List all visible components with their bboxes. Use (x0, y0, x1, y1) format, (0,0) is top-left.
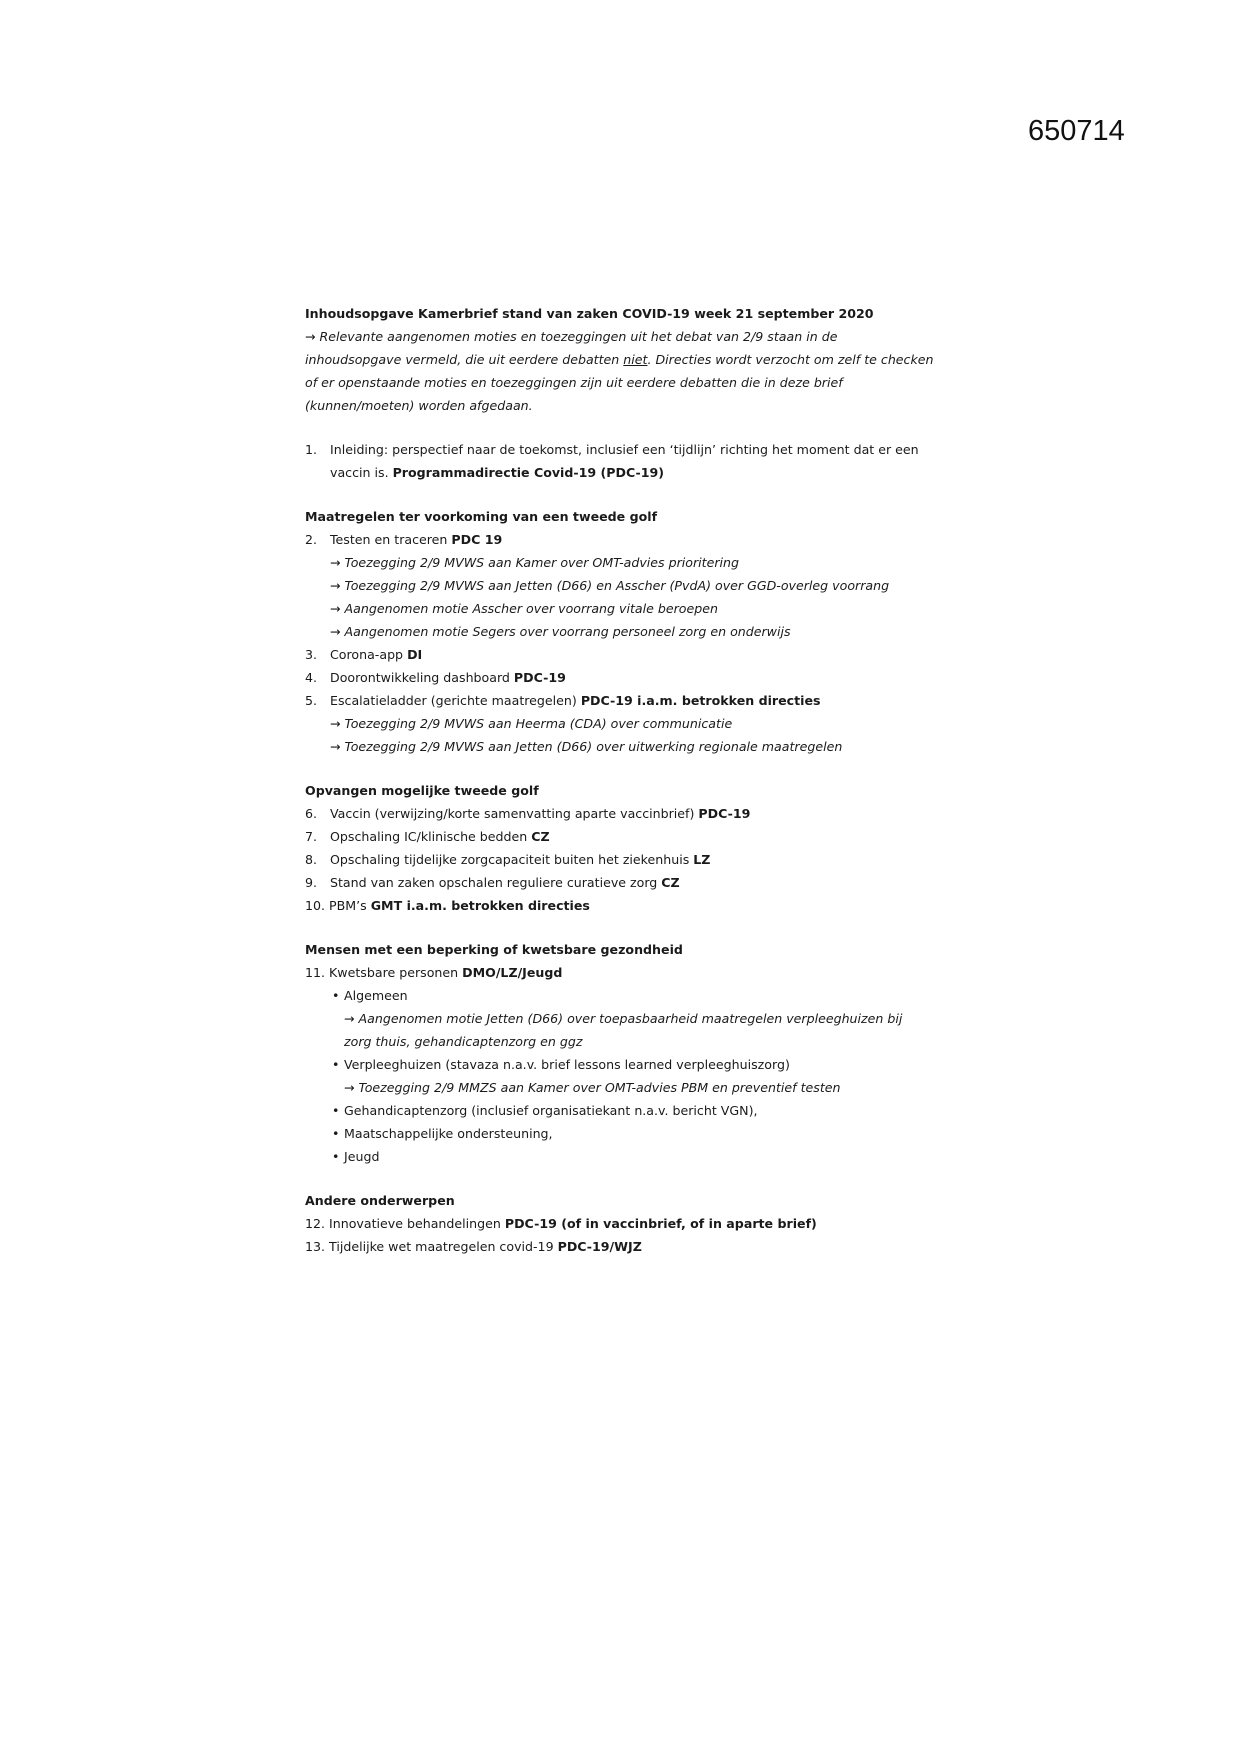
list-subitem: → Toezegging 2/9 MVWS aan Jetten (D66) en Asscher (PvdA) over GGD-overleg voorrang (330, 578, 890, 593)
item-number: 6. (305, 806, 318, 821)
item-text: Testen en traceren (330, 532, 452, 547)
bullet-item-maatschappelijk (305, 1122, 945, 1145)
item-owner: PDC-19/WJZ (557, 1239, 642, 1254)
item-text: Innovatieve behandelingen (329, 1216, 505, 1231)
item-text: Tijdelijke wet maatregelen covid-19 (329, 1239, 558, 1254)
item-number: 2. (305, 532, 318, 547)
item-number: 7. (305, 829, 318, 844)
bullet-text: Verpleeghuizen (stavaza n.a.v. brief lessons learned verpleeghuiszorg) (344, 1057, 790, 1072)
intro-line-2a: inhoudsopgave vermeld, die uit eerdere debatten (305, 352, 624, 367)
list-item-3 (305, 643, 945, 666)
list-item-12 (305, 1212, 945, 1235)
intro-line-2 (305, 348, 945, 371)
item-text: Vaccin (verwijzing/korte samenvatting aparte vaccinbrief) (330, 806, 699, 821)
bullet-text: Gehandicaptenzorg (inclusief organisatiekant n.a.v. bericht VGN), (344, 1103, 758, 1118)
section-heading-andere: Andere onderwerpen (305, 1193, 455, 1208)
section-heading-opvangen: Opvangen mogelijke tweede golf (305, 783, 539, 798)
list-item-10 (305, 894, 945, 917)
item-text: Escalatieladder (gerichte maatregelen) (330, 693, 581, 708)
intro-line-4: (kunnen/moeten) worden afgedaan. (305, 398, 533, 413)
item-text: Doorontwikkeling dashboard (330, 670, 514, 685)
list-item-13 (305, 1235, 945, 1258)
item-number: 3. (305, 647, 318, 662)
item-number: 1. (305, 442, 318, 457)
item-owner: PDC-19 (513, 670, 566, 685)
bullet-text: Maatschappelijke ondersteuning, (344, 1126, 553, 1141)
item-owner: PDC-19 (698, 806, 751, 821)
item-text: Stand van zaken opschalen reguliere curatieve zorg (330, 875, 662, 890)
bullet-subitem-cont: zorg thuis, gehandicaptenzorg en ggz (344, 1034, 583, 1049)
item-owner: LZ (693, 852, 711, 867)
item-owner: PDC-19 (of in vaccinbrief, of in aparte brief) (504, 1216, 817, 1231)
item-owner: DMO/LZ/Jeugd (462, 965, 563, 980)
item-number: 5. (305, 693, 318, 708)
intro-line-3: of er openstaande moties en toezeggingen zijn uit eerdere debatten die in deze brief (305, 375, 843, 390)
item-number: 11. (305, 965, 326, 980)
list-subitem: → Aangenomen motie Segers over voorrang personeel zorg en onderwijs (330, 624, 791, 639)
list-subitem: → Aangenomen motie Asscher over voorrang vitale beroepen (330, 601, 718, 616)
item-text: Opschaling IC/klinische bedden (330, 829, 532, 844)
document-body (305, 302, 945, 1258)
list-subitem: → Toezegging 2/9 MVWS aan Jetten (D66) over uitwerking regionale maatregelen (330, 739, 843, 754)
bullet-subitem: → Aangenomen motie Jetten (D66) over toepasbaarheid maatregelen verpleeghuizen bij (344, 1011, 903, 1026)
intro-line-2b: . Directies wordt verzocht om zelf te checken (647, 352, 934, 367)
bullet-subitem: → Toezegging 2/9 MMZS aan Kamer over OMT-advies PBM en preventief testen (344, 1080, 841, 1095)
list-item-11 (305, 961, 945, 984)
bullet-text: Jeugd (344, 1149, 380, 1164)
bullet-icon: • (332, 1126, 340, 1141)
list-item-8 (305, 848, 945, 871)
item-number: 13. (305, 1239, 326, 1254)
item-owner: CZ (661, 875, 680, 890)
list-item-1-cont (305, 461, 945, 484)
list-subitem: → Toezegging 2/9 MVWS aan Heerma (CDA) over communicatie (330, 716, 733, 731)
document-title: Inhoudsopgave Kamerbrief stand van zaken COVID-19 week 21 september 2020 (305, 306, 874, 321)
item-owner: DI (407, 647, 423, 662)
item-owner: Programmadirectie Covid-19 (PDC-19) (392, 465, 665, 480)
item-number: 8. (305, 852, 318, 867)
bullet-item-gehandicaptenzorg (305, 1099, 945, 1122)
list-item-7 (305, 825, 945, 848)
list-subitem: → Toezegging 2/9 MVWS aan Kamer over OMT-advies prioritering (330, 555, 739, 570)
list-item-4 (305, 666, 945, 689)
item-number: 4. (305, 670, 318, 685)
list-item-1 (305, 438, 945, 461)
item-owner: PDC-19 i.a.m. betrokken directies (580, 693, 821, 708)
bullet-icon: • (332, 1149, 340, 1164)
section-heading-mensen: Mensen met een beperking of kwetsbare gezondheid (305, 942, 683, 957)
item-number: 9. (305, 875, 318, 890)
bullet-icon: • (332, 1103, 340, 1118)
bullet-item-verpleeghuizen (305, 1053, 945, 1076)
intro-line-1: → Relevante aangenomen moties en toezeggingen uit het debat van 2/9 staan in de (305, 329, 838, 344)
bullet-text: Algemeen (344, 988, 408, 1003)
item-text: Opschaling tijdelijke zorgcapaciteit buiten het ziekenhuis (330, 852, 694, 867)
item-owner: PDC 19 (451, 532, 503, 547)
list-item-5 (305, 689, 945, 712)
intro-underlined-word: niet (623, 352, 648, 367)
document-number: 650714 (1028, 115, 1125, 147)
item-number: 12. (305, 1216, 326, 1231)
bullet-icon: • (332, 988, 340, 1003)
item-number: 10. (305, 898, 326, 913)
list-item-9 (305, 871, 945, 894)
section-heading-maatregelen: Maatregelen ter voorkoming van een tweede golf (305, 509, 658, 524)
bullet-item-algemeen (305, 984, 945, 1007)
item-text: PBM’s (329, 898, 371, 913)
item-text: vaccin is. (330, 465, 393, 480)
bullet-item-jeugd (305, 1145, 945, 1168)
item-text: Corona-app (330, 647, 408, 662)
list-item-6 (305, 802, 945, 825)
bullet-icon: • (332, 1057, 340, 1072)
item-owner: GMT i.a.m. betrokken directies (370, 898, 590, 913)
list-item-2 (305, 528, 945, 551)
item-owner: CZ (531, 829, 550, 844)
item-text: Inleiding: perspectief naar de toekomst, inclusief een ‘tijdlijn’ richting het moment dat er een (330, 442, 919, 457)
item-text: Kwetsbare personen (329, 965, 463, 980)
